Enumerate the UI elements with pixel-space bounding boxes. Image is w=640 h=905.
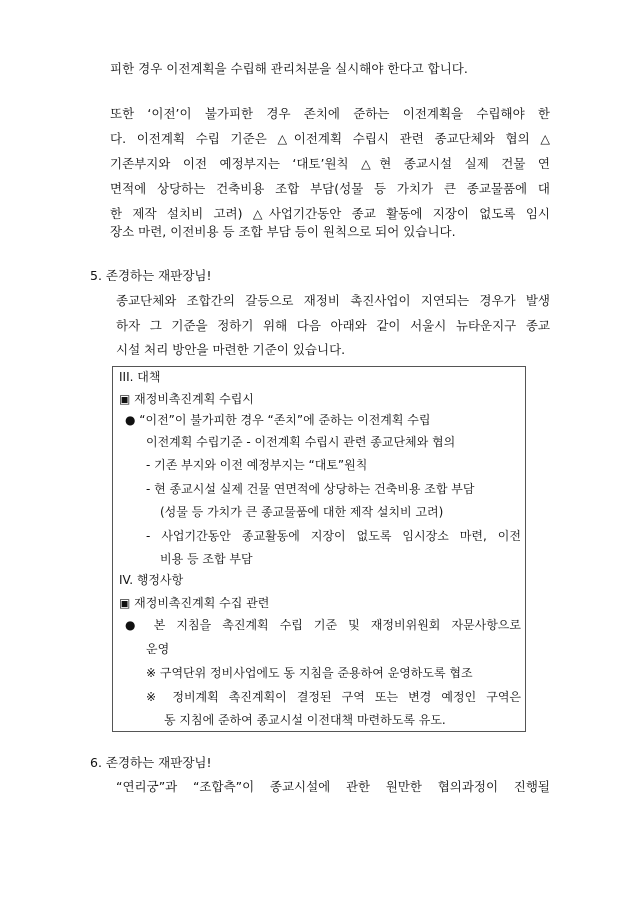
box-dash-2: - 현 종교시설 실제 건물 연면적에 상당하는 건축비용 조합 부담 (146, 482, 475, 496)
box-bullet-1-cont: 이전계획 수립기준 - 이전계획 수립시 관련 종교단체와 협의 (146, 435, 456, 449)
section5-line-2: 하자 그 기준을 정하기 위해 다음 아래와 같이 서울시 뉴타운지구 종교 (116, 318, 550, 333)
para-also-6: 장소 마련, 이전비용 등 조합 부담 등이 원칙으로 되어 있습니다. (110, 224, 456, 239)
box-subheading-1: ▣ 재정비촉진계획 수립시 (119, 392, 254, 406)
policy-box (112, 366, 526, 732)
section6-heading: 6. 존경하는 재판장님! (90, 755, 212, 770)
box-dash-3-cont: 비용 등 조합 부담 (160, 552, 253, 566)
box-subheading-2: ▣ 재정비촉진계획 수집 관련 (119, 596, 270, 610)
para-also-2: 다. 이전계획 수립 기준은 △이전계획 수립시 관련 종교단체와 협의 △ (110, 131, 550, 146)
box-note-1: ※ 구역단위 정비사업에도 동 지침을 준용하여 운영하도록 협조 (146, 666, 473, 680)
para-also-3: 기존부지와 이전 예정부지는 ‘대토’원칙 △현 종교시설 실제 건물 연 (110, 156, 550, 171)
section6-line-1: “연리궁”과 “조합측”이 종교시설에 관한 원만한 협의과정이 진행될 (116, 779, 550, 794)
para-also-4: 면적에 상당하는 건축비용 조합 부담(성물 등 가치가 큰 종교물품에 대 (110, 181, 550, 196)
box-note-2-cont: 동 지침에 준하여 종교시설 이전대책 마련하도록 유도. (164, 713, 446, 727)
para-also-1: 또한 ‘이전’이 불가피한 경우 존치에 준하는 이전계획을 수립해야 한 (110, 106, 550, 121)
section5-line-1: 종교단체와 조합간의 갈등으로 재정비 촉진사업이 지연되는 경우가 발생 (116, 293, 550, 308)
box-bullet-2-cont: 운영 (146, 642, 170, 656)
box-dash-3: - 사업기간동안 종교활동에 지장이 없도록 임시장소 마련, 이전 (146, 529, 521, 543)
section5-line-3: 시설 처리 방안을 마련한 기준이 있습니다. (116, 342, 346, 357)
box-dash-1: - 기존 부지와 이전 예정부지는 “대토”원칙 (146, 458, 368, 472)
box-note-2: ※ 정비계획 촉진계획이 결정된 구역 또는 변경 예정인 구역은 (146, 690, 521, 704)
box-bullet-1: ● “이전”이 불가피한 경우 “존치”에 준하는 이전계획 수립 (125, 413, 431, 427)
box-dash-2-cont: (성물 등 가치가 큰 종교물품에 대한 제작 설치비 고려) (160, 505, 444, 519)
section5-heading: 5. 존경하는 재판장님! (90, 268, 212, 283)
para-also-5: 한 제작 설치비 고려) △사업기간동안 종교 활동에 지장이 없도록 임시 (110, 206, 550, 221)
box-heading-3: III. 대책 (119, 370, 161, 384)
para-top: 피한 경우 이전계획을 수립해 관리처분을 실시해야 한다고 합니다. (110, 61, 468, 76)
box-heading-4: IV. 행정사항 (119, 573, 184, 587)
box-bullet-2: ● 본 지침을 촉진계획 수립 기준 및 재정비위원회 자문사항으로 (125, 618, 521, 632)
